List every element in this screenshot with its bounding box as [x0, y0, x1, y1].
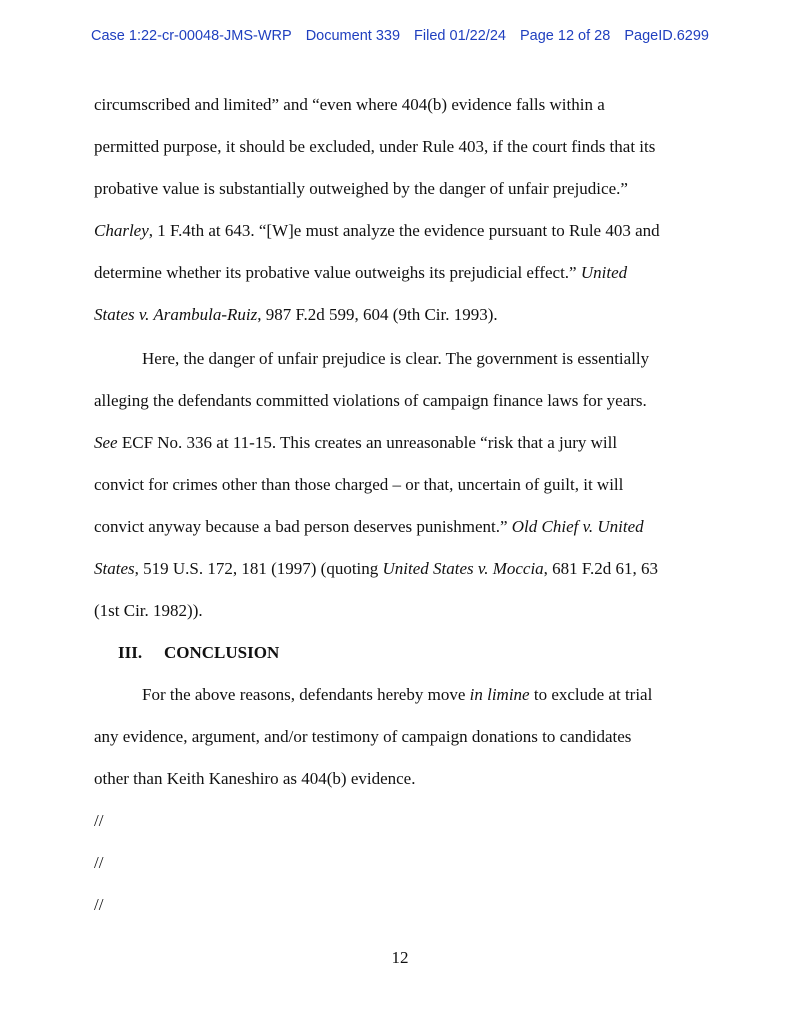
text-line: convict for crimes other than those charged – or that, uncertain of guilt, it will [94, 475, 624, 494]
continuation-mark: // [94, 811, 104, 830]
case-citation: States v. Arambula-Ruiz [94, 305, 258, 324]
page-of: Page 12 of 28 [519, 28, 611, 44]
text-line: determine whether its probative value outweighs its prejudicial effect.” United [94, 263, 628, 282]
section-title: CONCLUSION [164, 643, 280, 662]
page-number: 12 [391, 948, 409, 967]
document-number: Document 339 [305, 28, 401, 44]
ecf-header [0, 28, 800, 44]
case-number: Case 1:22-cr-00048-JMS-WRP [91, 28, 292, 44]
case-citation: United States v. Moccia [382, 559, 544, 578]
text-line: Here, the danger of unfair prejudice is clear. The government is essentially [142, 349, 650, 368]
text-line: convict anyway because a bad person deserves punishment.” Old Chief v. United [94, 517, 644, 536]
case-citation: States [94, 559, 135, 578]
section-number: III. [118, 643, 143, 662]
text-line: See ECF No. 336 at 11-15. This creates an unreasonable “risk that a jury will [94, 433, 618, 452]
text-line: Charley, 1 F.4th at 643. “[W]e must analyze the evidence pursuant to Rule 403 and [94, 221, 660, 240]
text-line: For the above reasons, defendants hereby move in limine to exclude at trial [142, 685, 653, 704]
section-heading [118, 643, 279, 663]
signal-see: See [94, 433, 118, 452]
text-line: other than Keith Kaneshiro as 404(b) evidence. [94, 769, 416, 788]
latin-term: in limine [469, 685, 530, 704]
text-line: (1st Cir. 1982)). [94, 601, 203, 620]
text-line: probative value is substantially outweighed by the danger of unfair prejudice.” [94, 179, 628, 198]
text-line: States v. Arambula-Ruiz, 987 F.2d 599, 604 (9th Cir. 1993). [94, 305, 498, 324]
text-line: permitted purpose, it should be excluded, under Rule 403, if the court finds that its [94, 137, 656, 156]
continuation-mark: // [94, 853, 104, 872]
text-line: alleging the defendants committed violations of campaign finance laws for years. [94, 391, 647, 410]
case-citation: Charley [94, 221, 149, 240]
text-line: any evidence, argument, and/or testimony of campaign donations to candidates [94, 727, 632, 746]
page-id: PageID.6299 [624, 28, 709, 44]
continuation-mark: // [94, 895, 104, 914]
case-citation: Old Chief v. United [511, 517, 644, 536]
text-line: States, 519 U.S. 172, 181 (1997) (quoting United States v. Moccia, 681 F.2d 61, 63 [94, 559, 659, 578]
case-citation: United [580, 263, 628, 282]
text-line: circumscribed and limited” and “even where 404(b) evidence falls within a [94, 95, 605, 114]
filed-date: Filed 01/22/24 [414, 28, 506, 44]
